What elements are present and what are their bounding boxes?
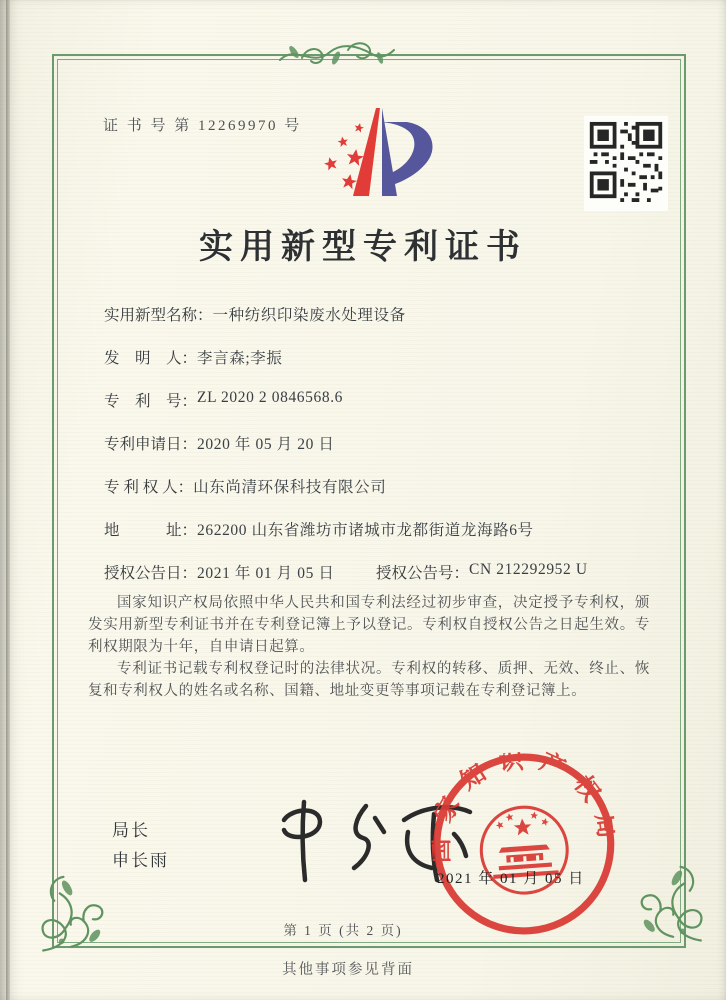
field-label: 授权公告号： <box>376 565 470 582</box>
field-label: 专 利 号： <box>104 393 198 410</box>
field-row-name <box>104 303 662 325</box>
field-label: 发 明 人： <box>104 350 198 367</box>
field-row-filing-date <box>104 432 662 454</box>
certificate-number: 证 书 号 第 12269970 号 <box>103 118 302 134</box>
field-row-inventors <box>104 346 662 368</box>
field-label: 专 利 权 人： <box>104 479 194 496</box>
grant-row <box>104 561 662 583</box>
grant-date <box>104 561 376 583</box>
border-ornament-top-icon <box>278 34 396 83</box>
field-value: 山东尚清环保科技有限公司 <box>193 479 387 496</box>
signer-title: 局长 <box>112 821 150 840</box>
certificate-title: 实用新型专利证书 <box>199 229 527 266</box>
grant-number <box>376 561 588 583</box>
field-value: ZL 2020 2 0846568.6 <box>197 389 344 406</box>
field-row-patentee <box>104 475 662 497</box>
field-list <box>104 303 662 583</box>
border-ornament-bottom-left-icon <box>34 862 126 963</box>
qr-code-icon <box>584 116 668 211</box>
seal-text: 国家知识产权局 <box>427 746 623 863</box>
field-label: 地 址： <box>104 522 198 539</box>
seal-date: 2021 年 01 月 05 日 <box>437 871 585 887</box>
legal-paragraph-1: 国家知识产权局依照中华人民共和国专利法经过初步审查，决定授予专利权，颁发实用新型专利证书并在专利登记簿上予以登记。专利权自授权公告之日起生效。专利权期限为十年，自申请日起算。 <box>88 595 650 655</box>
field-row-address <box>104 518 662 540</box>
cnipa-logo-icon <box>303 100 451 213</box>
field-value: 一种纺织印染废水处理设备 <box>212 307 406 324</box>
page-indicator: 第 1 页 (共 2 页) <box>283 923 403 938</box>
legal-text <box>88 592 650 702</box>
field-row-patent-no <box>104 389 662 411</box>
footer-note: 其他事项参见背面 <box>282 962 414 978</box>
field-value: 李言森;李振 <box>197 350 283 367</box>
field-value: CN 212292952 U <box>469 561 588 578</box>
legal-paragraph-2: 专利证书记载专利权登记时的法律状况。专利权的转移、质押、无效、终止、恢复和专利权人的姓名或名称、国籍、地址变更等事项记载在专利登记簿上。 <box>88 661 650 699</box>
official-seal-icon <box>426 746 623 947</box>
field-label: 专利申请日： <box>104 436 198 453</box>
field-label: 实用新型名称： <box>104 307 213 324</box>
field-value: 262200 山东省潍坊市诸城市龙都街道龙海路6号 <box>197 522 534 539</box>
field-label: 授权公告日： <box>104 565 198 582</box>
field-value: 2021 年 01 月 05 日 <box>197 565 335 582</box>
signer-name: 申长雨 <box>112 851 169 870</box>
field-value: 2020 年 05 月 20 日 <box>197 436 335 453</box>
